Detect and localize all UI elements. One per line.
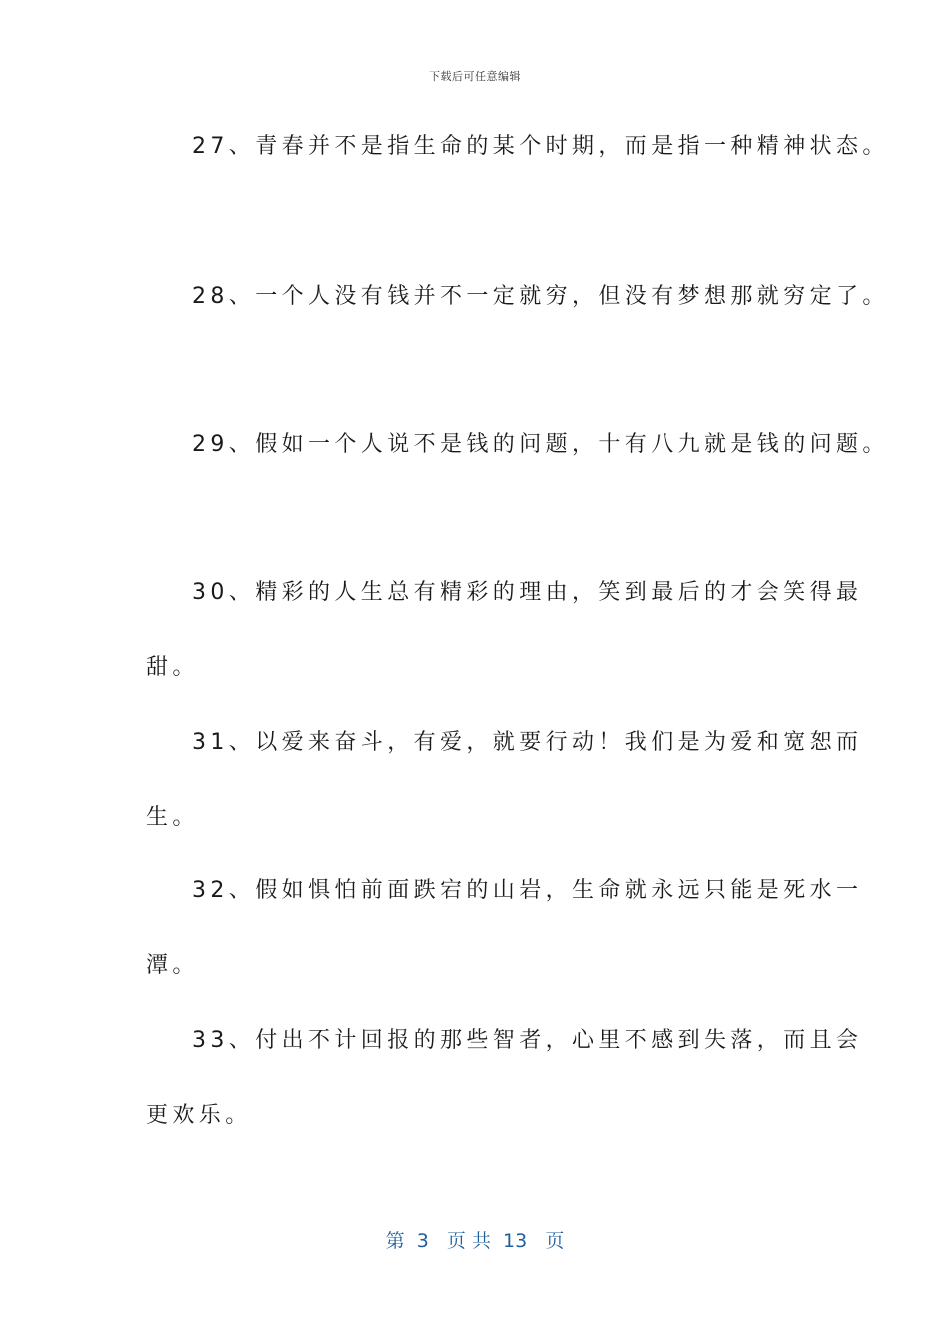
paragraph-31-line-2: 生。: [146, 805, 199, 830]
paragraph-33-line-1: 33、付出不计回报的那些智者，心里不感到失落，而且会: [192, 1028, 863, 1053]
page-header: 下载后可任意编辑: [429, 70, 521, 83]
paragraph-30-line-2: 甜。: [146, 655, 199, 680]
paragraph-31-line-1: 31、以爱来奋斗，有爱，就要行动！我们是为爱和宽恕而: [192, 730, 863, 755]
paragraph-28: 28、一个人没有钱并不一定就穷，但没有梦想那就穷定了。: [192, 284, 889, 309]
paragraph-29: 29、假如一个人说不是钱的问题，十有八九就是钱的问题。: [192, 432, 889, 457]
paragraph-30-line-1: 30、精彩的人生总有精彩的理由，笑到最后的才会笑得最: [192, 580, 863, 605]
paragraph-33-line-2: 更欢乐。: [146, 1103, 252, 1128]
page-number-footer: 第 3 页 共 13 页: [385, 1230, 565, 1252]
paragraph-27: 27、青春并不是指生命的某个时期，而是指一种精神状态。: [192, 134, 889, 159]
paragraph-32-line-1: 32、假如惧怕前面跌宕的山岩，生命就永远只能是死水一: [192, 878, 863, 903]
paragraph-32-line-2: 潭。: [146, 953, 199, 978]
